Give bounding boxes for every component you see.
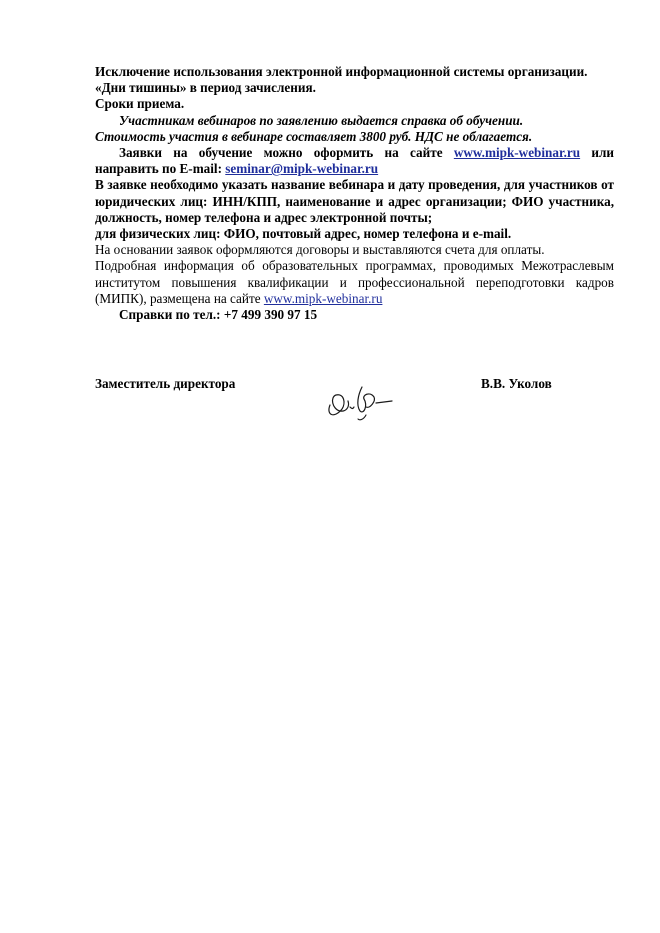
applications-text: Заявки на обучение можно оформить на сайте [119,145,454,161]
paragraph-individuals: для физических лиц: ФИО, почтовый адрес, номер телефона и e-mail. [95,226,512,242]
paragraph-phone: Справки по тел.: +7 499 390 97 15 [119,307,318,323]
handwritten-signature [320,379,400,423]
paragraph-application-requirements: В заявке необходимо указать название вебинара и дату проведения, для участников от юридических лиц: ИНН/КПП, наименование и адрес организации; ФИО участника, должность, номер телефона и адрес электронной почты; [95,177,614,225]
signatory-title: Заместитель директора [95,376,236,391]
signature-block [95,376,614,426]
email-link[interactable]: seminar@mipk-webinar.ru [225,161,379,177]
paragraph-admission-terms: Сроки приема. [95,96,185,112]
more-info-text: Подробная информация об образовательных программах, проводимых Межотраслевым институтом повышения квалификации и профессиональной переподготовки кадров (МИПК), размещена на сайте [95,258,614,306]
website-link[interactable]: www.mipk-webinar.ru [453,145,581,161]
signatory-name: В.В. Уколов [481,376,552,391]
applications-text-mid: или направить по E-mail: [95,145,614,177]
paragraph-eis-exclusion: Исключение использования электронной информационной системы организации. [95,64,588,79]
website-link-2[interactable]: www.mipk-webinar.ru [263,290,383,306]
paragraph-more-info [95,258,614,307]
document-body [95,64,614,323]
paragraph-applications [95,145,614,177]
paragraph-contracts: На основании заявок оформляются договоры и выставляются счета для оплаты. [95,242,545,258]
paragraph-silence-days: «Дни тишины» в период зачисления. [95,80,316,96]
paragraph-price: Стоимость участия в вебинаре составляет 3800 руб. НДС не облагается. [95,128,533,144]
paragraph-certificate: Участникам вебинаров по заявлению выдается справка об обучении. [119,112,524,128]
